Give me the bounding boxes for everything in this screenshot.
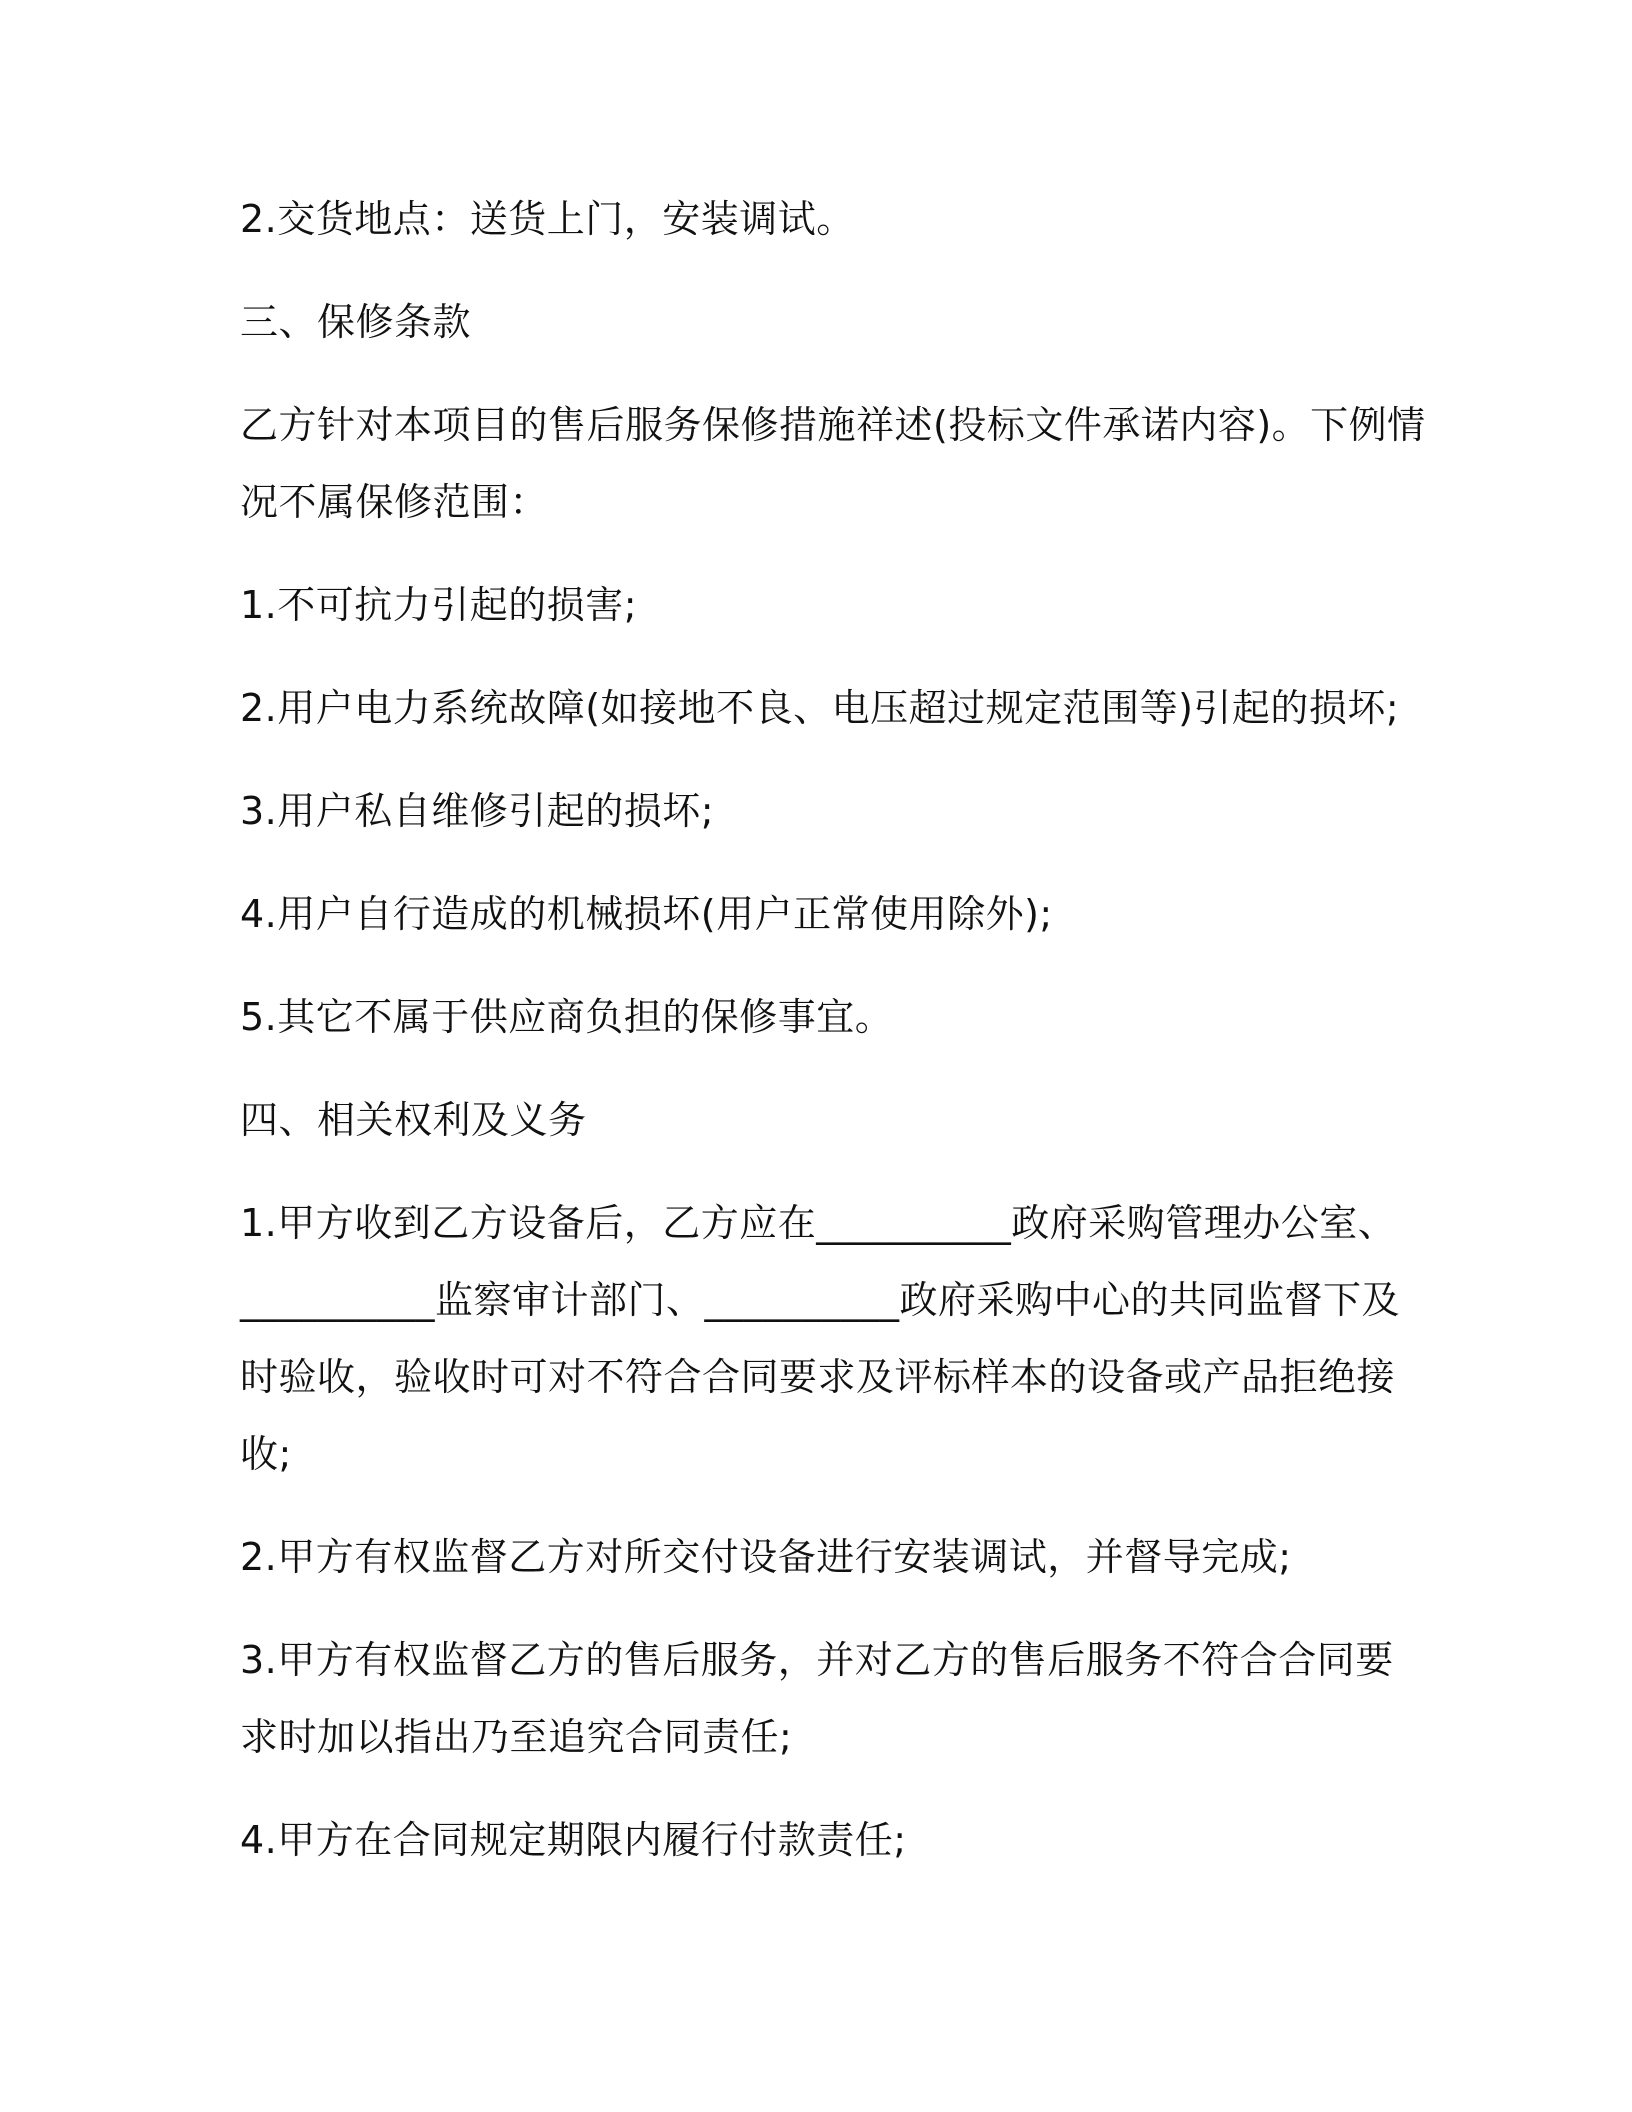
text-line-delivery-location: 2.交货地点：送货上门，安装调试。 (240, 197, 855, 241)
section-heading-warranty: 三、保修条款 (240, 300, 472, 344)
text-line-warranty-intro-1: 乙方针对本项目的售后服务保修措施祥述(投标文件承诺内容)。下例情 (240, 403, 1426, 447)
text-line-acceptance-4: 收; (240, 1432, 292, 1476)
list-item-other-matters: 5.其它不属于供应商负担的保修事宜。 (240, 995, 894, 1039)
list-item-mechanical-damage: 4.用户自行造成的机械损坏(用户正常使用除外); (240, 892, 1053, 936)
text-line-service-supervision-1: 3.甲方有权监督乙方的售后服务，并对乙方的售后服务不符合合同要 (240, 1638, 1394, 1682)
list-item-private-repair: 3.用户私自维修引起的损坏; (240, 789, 715, 833)
list-item-payment-responsibility: 4.甲方在合同规定期限内履行付款责任; (240, 1818, 907, 1862)
text-line-service-supervision-2: 求时加以指出乃至追究合同责任; (240, 1715, 793, 1759)
list-item-force-majeure: 1.不可抗力引起的损害; (240, 583, 638, 627)
list-item-power-failure: 2.用户电力系统故障(如接地不良、电压超过规定范围等)引起的损坏; (240, 686, 1400, 730)
section-heading-rights-obligations: 四、相关权利及义务 (240, 1098, 587, 1142)
text-line-acceptance-1: 1.甲方收到乙方设备后，乙方应在__________政府采购管理办公室、 (240, 1201, 1397, 1245)
text-line-acceptance-3: 时验收，验收时可对不符合合同要求及评标样本的设备或产品拒绝接 (240, 1355, 1396, 1399)
text-line-acceptance-2: __________监察审计部门、__________政府采购中心的共同监督下及 (240, 1278, 1401, 1322)
list-item-installation-supervision: 2.甲方有权监督乙方对所交付设备进行安装调试，并督导完成; (240, 1535, 1292, 1579)
text-line-warranty-intro-2: 况不属保修范围： (240, 480, 549, 524)
